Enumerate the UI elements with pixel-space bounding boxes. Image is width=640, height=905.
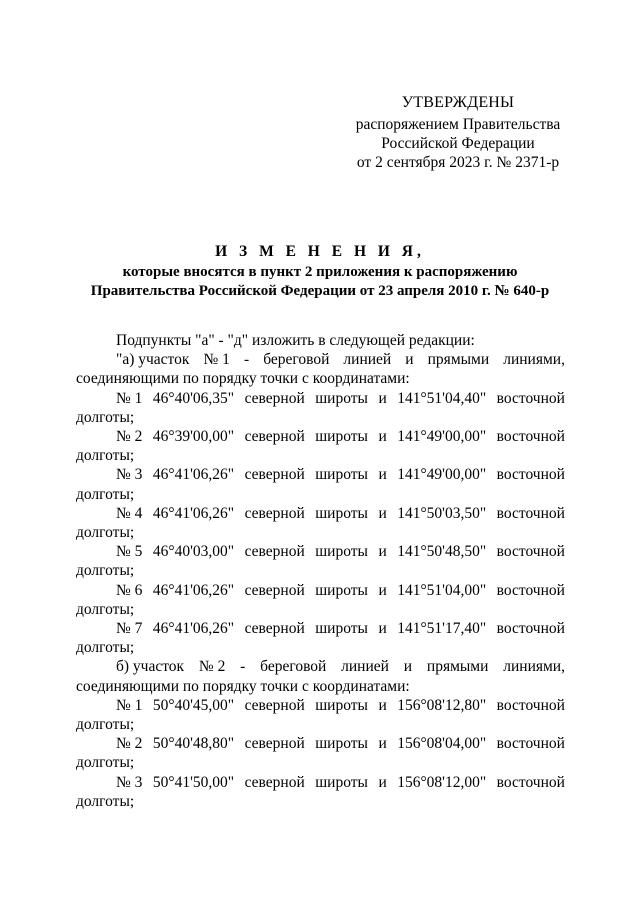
coordinate-and: и bbox=[378, 504, 387, 522]
document-body bbox=[76, 331, 565, 811]
coordinate-lat: 50°41'50,00" bbox=[152, 773, 235, 791]
coordinate-num: № 4 bbox=[116, 504, 143, 522]
coordinate-lat: 50°40'45,00" bbox=[152, 696, 235, 714]
coordinate-lat-word2: широты bbox=[315, 735, 368, 753]
coordinate-row bbox=[76, 734, 565, 753]
coordinate-num: № 1 bbox=[116, 696, 143, 714]
coordinate-row bbox=[76, 465, 565, 484]
coordinate-row-tail: долготы; bbox=[76, 447, 135, 465]
coordinate-row bbox=[76, 619, 565, 638]
coordinate-row bbox=[76, 427, 565, 446]
coordinate-lat-word2: широты bbox=[315, 466, 368, 484]
coordinate-lat-word2: широты bbox=[315, 696, 368, 714]
coordinate-lat: 46°41'06,26" bbox=[152, 581, 235, 599]
document-title: И З М Е Н Е Н И Я, bbox=[215, 243, 425, 260]
coordinate-row bbox=[76, 581, 565, 600]
coordinate-lon: 141°50'03,50" bbox=[397, 504, 487, 522]
coordinate-lat: 46°40'06,35" bbox=[152, 389, 235, 407]
coordinate-lon-word: восточной bbox=[496, 389, 565, 407]
coordinate-and: и bbox=[378, 620, 387, 638]
coordinate-lon-word: восточной bbox=[496, 620, 565, 638]
coordinate-lon-word: восточной bbox=[496, 466, 565, 484]
section-heading-word: прямыми bbox=[427, 351, 490, 369]
section-heading-word: береговой bbox=[263, 351, 330, 369]
coordinate-lat-word2: широты bbox=[315, 581, 368, 599]
coordinate-row-tail: долготы; bbox=[76, 639, 135, 657]
coordinate-lon-word: восточной bbox=[496, 428, 565, 446]
coordinate-lon: 156°08'12,00" bbox=[397, 773, 487, 791]
coordinate-row-tail: долготы; bbox=[76, 562, 135, 580]
subtitle-line-2: Правительства Российской Федерации от 23 апреля 2010 г. № 640-р bbox=[90, 283, 550, 299]
coordinate-num: № 2 bbox=[116, 428, 143, 446]
coordinate-num: № 3 bbox=[116, 773, 143, 791]
coordinate-lon-word: восточной bbox=[496, 735, 565, 753]
coordinate-lat-word2: широты bbox=[315, 428, 368, 446]
coordinate-lat-word: северной bbox=[244, 735, 305, 753]
section-heading-continuation: соединяющими по порядку точки с координатами: bbox=[76, 370, 410, 388]
coordinate-lon-word: восточной bbox=[496, 696, 565, 714]
coordinate-row-tail: долготы; bbox=[76, 408, 135, 426]
section-heading-continuation: соединяющими по порядку точки с координатами: bbox=[76, 677, 410, 695]
coordinate-and: и bbox=[378, 581, 387, 599]
coordinate-row bbox=[76, 504, 565, 523]
coordinate-lon: 156°08'04,00" bbox=[397, 735, 487, 753]
coordinate-row-tail: долготы; bbox=[76, 485, 135, 503]
coordinate-lat-word2: широты bbox=[315, 620, 368, 638]
coordinate-lat: 46°40'03,00" bbox=[152, 543, 235, 561]
document-subtitle bbox=[70, 263, 570, 301]
section-heading-word: "а) участок bbox=[116, 351, 190, 369]
coordinate-lat-word: северной bbox=[244, 696, 305, 714]
coordinate-lat-word: северной bbox=[244, 620, 305, 638]
coordinate-lat: 50°40'48,80" bbox=[152, 735, 235, 753]
coordinate-row-tail: долготы; bbox=[76, 600, 135, 618]
coordinate-and: и bbox=[378, 543, 387, 561]
section-heading-word: б) участок bbox=[116, 658, 185, 676]
coordinate-lon: 156°08'12,80" bbox=[397, 696, 487, 714]
coordinate-num: № 1 bbox=[116, 389, 143, 407]
coordinate-lat-word: северной bbox=[244, 466, 305, 484]
coordinate-lon-word: восточной bbox=[496, 773, 565, 791]
section-heading-word: прямыми bbox=[426, 658, 489, 676]
coordinate-row-tail: долготы; bbox=[76, 716, 135, 734]
coordinate-lat-word2: широты bbox=[315, 504, 368, 522]
section-heading-word: береговой bbox=[260, 658, 327, 676]
coordinate-lat-word2: широты bbox=[315, 773, 368, 791]
subtitle-line-1: которые вносятся в пункт 2 приложения к распоряжению bbox=[122, 264, 518, 280]
coordinate-lon: 141°50'48,50" bbox=[397, 543, 487, 561]
coordinate-lat-word: северной bbox=[244, 389, 305, 407]
coordinate-and: и bbox=[378, 773, 387, 791]
coordinate-lat-word: северной bbox=[244, 428, 305, 446]
section-heading-word: - bbox=[240, 658, 246, 676]
coordinate-lat-word2: широты bbox=[315, 543, 368, 561]
coordinate-lon-word: восточной bbox=[496, 504, 565, 522]
approval-line-1: распоряжением Правительства bbox=[355, 116, 561, 133]
coordinate-and: и bbox=[378, 466, 387, 484]
coordinate-row-tail: долготы; bbox=[76, 524, 135, 542]
coordinate-lon: 141°49'00,00" bbox=[397, 428, 487, 446]
section-heading-line bbox=[76, 657, 565, 676]
coordinate-row bbox=[76, 389, 565, 408]
section-heading-line bbox=[76, 350, 565, 369]
coordinate-lat-word2: широты bbox=[315, 389, 368, 407]
coordinate-num: № 3 bbox=[116, 466, 143, 484]
coordinate-and: и bbox=[378, 428, 387, 446]
coordinate-lat: 46°41'06,26" bbox=[152, 504, 235, 522]
coordinate-lat: 46°41'06,26" bbox=[152, 620, 235, 638]
coordinate-lon: 141°51'04,40" bbox=[397, 389, 487, 407]
section-heading-word: № 2 bbox=[198, 658, 226, 676]
coordinate-lat-word: северной bbox=[244, 504, 305, 522]
coordinate-lat: 46°39'00,00" bbox=[152, 428, 235, 446]
approval-line-3: от 2 сентября 2023 г. № 2371-р bbox=[356, 154, 560, 171]
coordinate-row-tail: долготы; bbox=[76, 754, 135, 772]
coordinate-lon: 141°51'04,00" bbox=[397, 581, 487, 599]
coordinate-lon: 141°51'17,40" bbox=[397, 620, 487, 638]
coordinate-num: № 2 bbox=[116, 735, 143, 753]
coordinate-row bbox=[76, 696, 565, 715]
approval-block bbox=[340, 93, 576, 172]
coordinate-num: № 7 bbox=[116, 620, 143, 638]
coordinate-lon: 141°49'00,00" bbox=[397, 466, 487, 484]
coordinate-lat-word: северной bbox=[244, 773, 305, 791]
section-heading-word: линией bbox=[341, 658, 389, 676]
intro-paragraph: Подпункты "а" - "д" изложить в следующей редакции: bbox=[116, 332, 475, 349]
coordinate-and: и bbox=[378, 389, 387, 407]
section-heading-word: линиями, bbox=[503, 658, 565, 676]
coordinate-num: № 6 bbox=[116, 581, 143, 599]
section-heading-word: № 1 bbox=[203, 351, 230, 369]
section-heading-word: и bbox=[405, 351, 414, 369]
coordinate-lon-word: восточной bbox=[496, 581, 565, 599]
coordinate-and: и bbox=[378, 696, 387, 714]
coordinate-lat-word: северной bbox=[244, 543, 305, 561]
section-heading-word: линиями, bbox=[503, 351, 565, 369]
coordinate-row bbox=[76, 542, 565, 561]
section-heading-word: - bbox=[243, 351, 250, 369]
coordinate-lon-word: восточной bbox=[496, 543, 565, 561]
coordinate-row-tail: долготы; bbox=[76, 792, 135, 810]
coordinate-row bbox=[76, 773, 565, 792]
coordinate-num: № 5 bbox=[116, 543, 143, 561]
section-heading-word: линией bbox=[343, 351, 392, 369]
coordinate-lat-word: северной bbox=[244, 581, 305, 599]
approval-title: УТВЕРЖДЕНЫ bbox=[401, 94, 515, 111]
coordinate-lat: 46°41'06,26" bbox=[152, 466, 235, 484]
section-heading-word: и bbox=[403, 658, 413, 676]
coordinate-and: и bbox=[378, 735, 387, 753]
approval-line-2: Российской Федерации bbox=[381, 135, 535, 152]
